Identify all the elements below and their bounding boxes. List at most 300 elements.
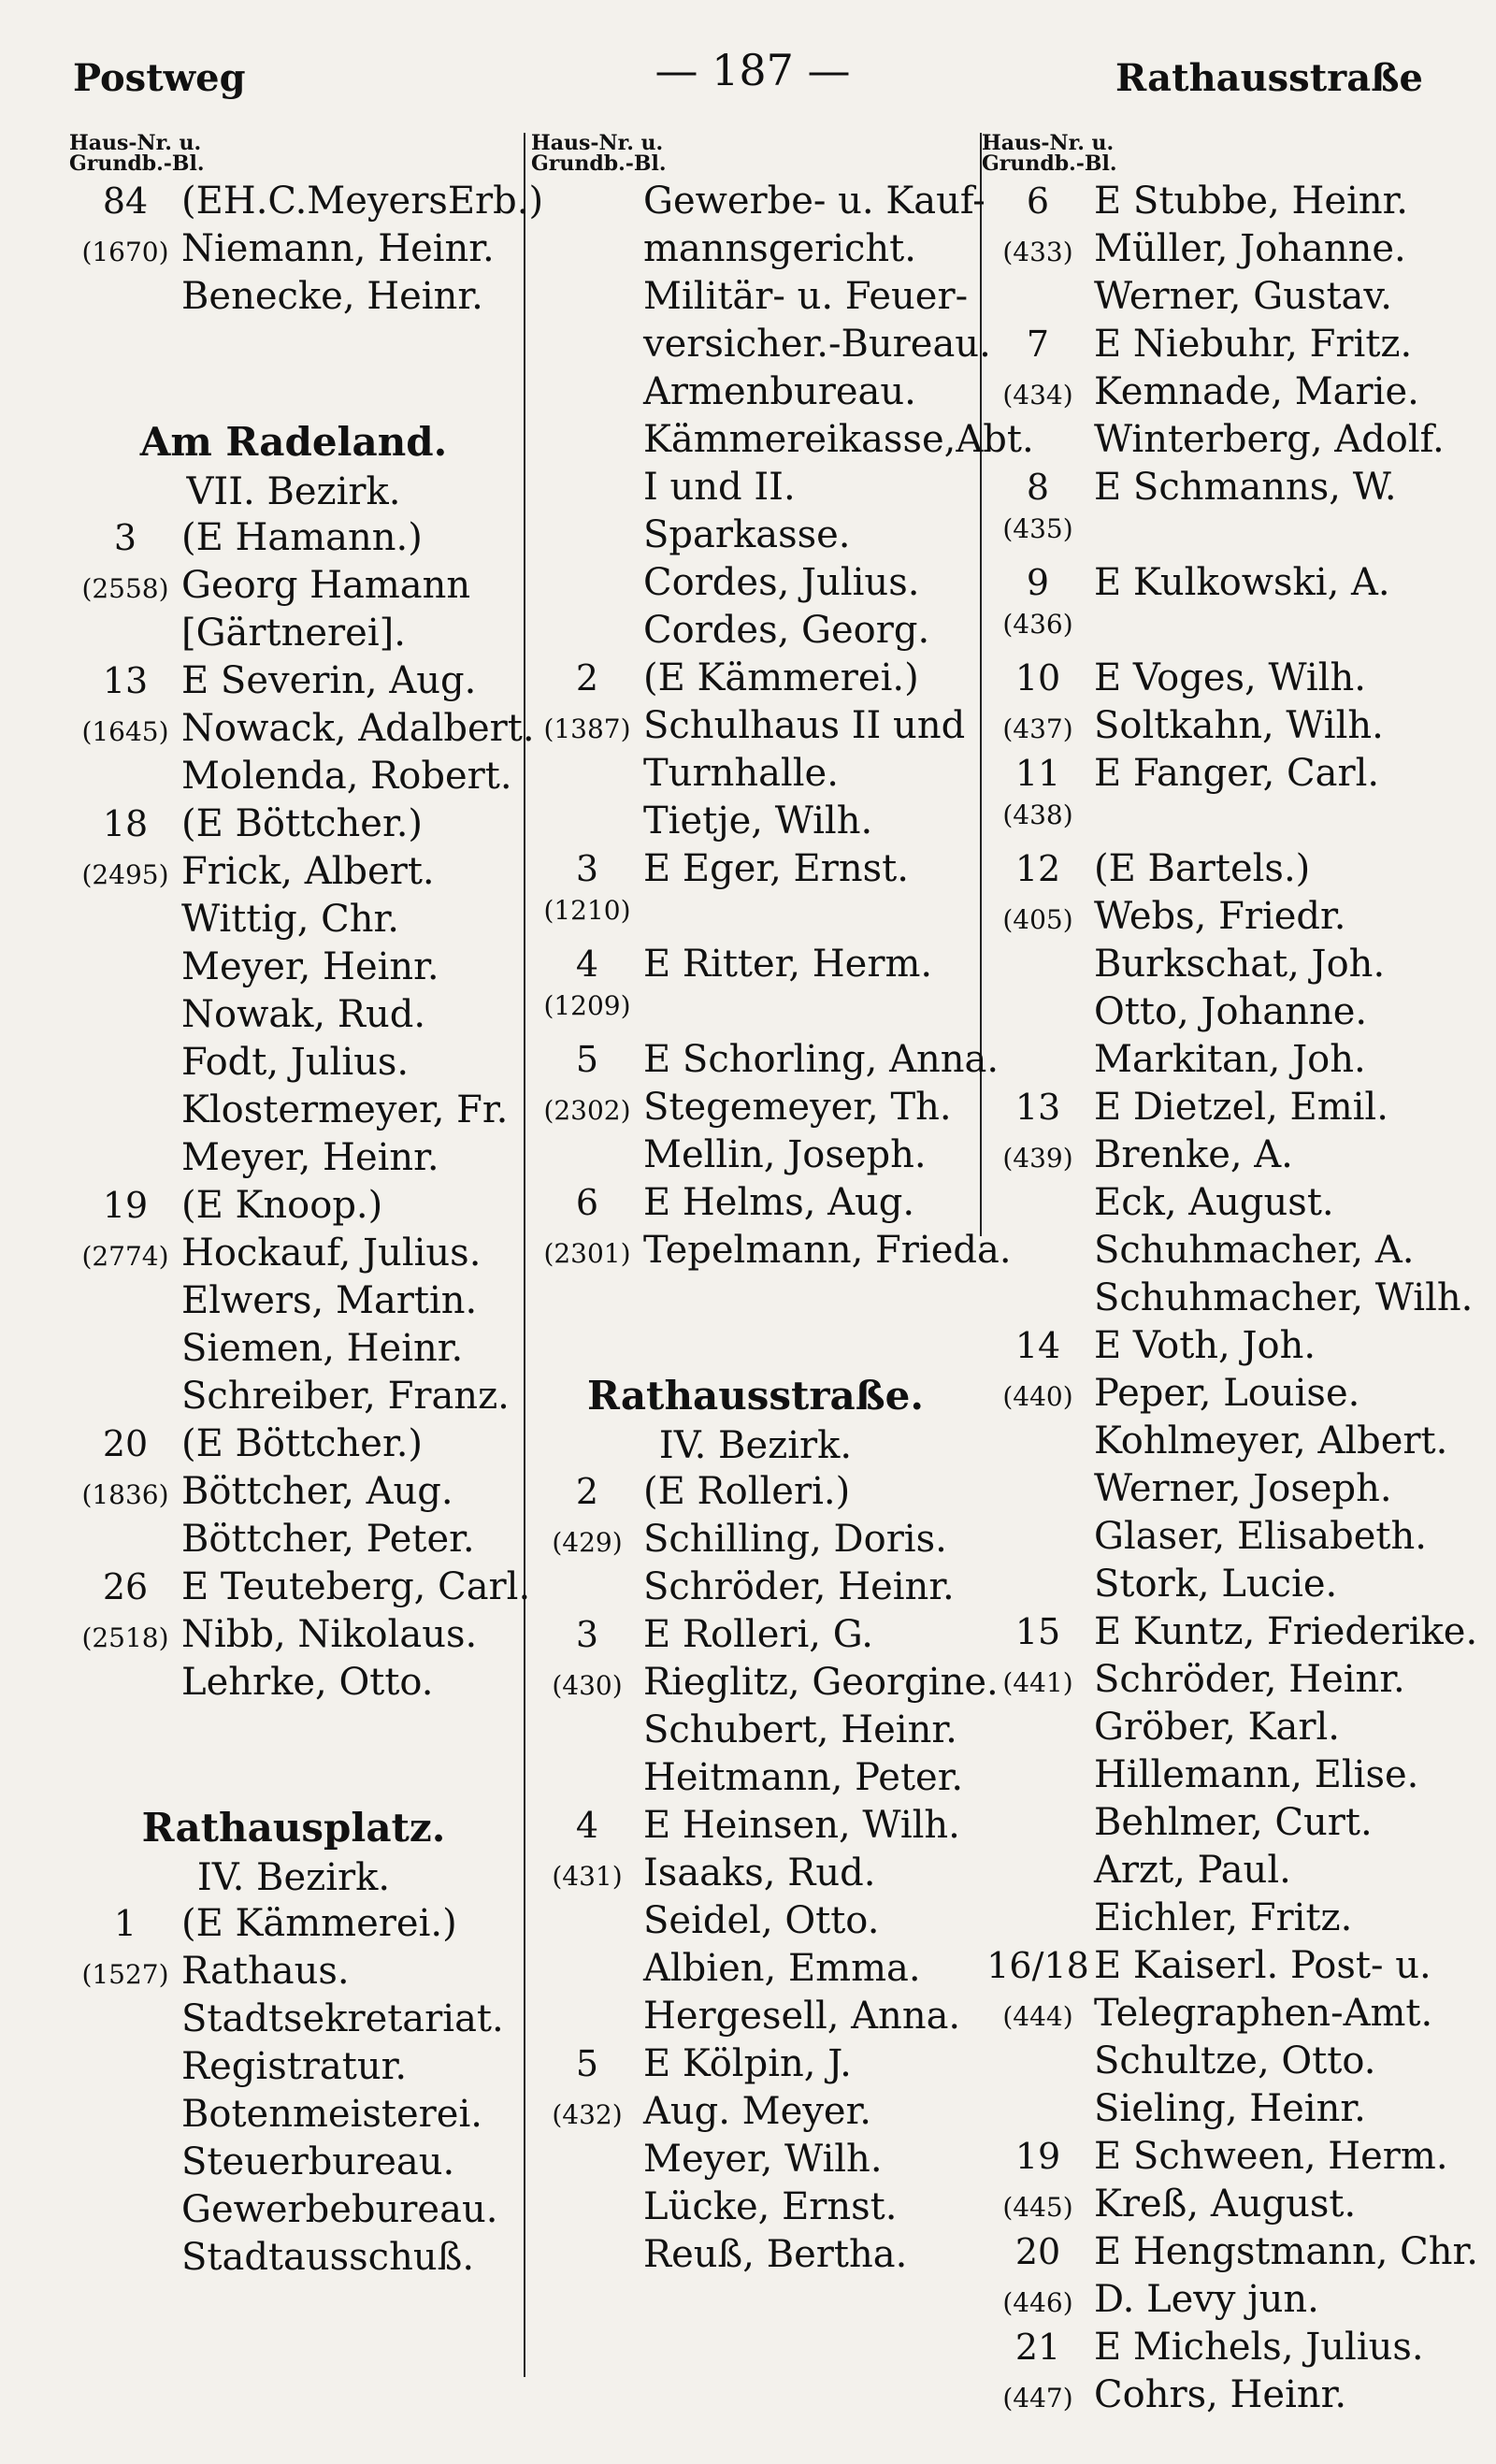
house-number: 26 — [102, 1566, 149, 1607]
house-number: 12 — [1014, 848, 1061, 889]
entry-line — [531, 1947, 980, 1995]
entry-text: versicher.-Bureau. — [643, 323, 991, 366]
house-number: 19 — [102, 1185, 149, 1226]
entry-line — [531, 2042, 980, 2090]
entry-text: Cohrs, Heinr. — [1094, 2373, 1347, 2416]
section-bezirk: VII. Bezirk. — [186, 470, 401, 513]
entry-text: Klostermeyer, Fr. — [181, 1088, 509, 1131]
entry-line — [531, 990, 980, 1038]
entry-text: I und II. — [643, 466, 796, 509]
entry-line — [69, 1232, 518, 1279]
entry-text: (E Hamann.) — [181, 516, 423, 559]
entry-line — [69, 2093, 518, 2140]
entry-text: Lehrke, Otto. — [181, 1661, 434, 1704]
house-number: (445) — [1002, 2192, 1073, 2223]
entry-text: Steuerbureau. — [181, 2140, 455, 2183]
entry-text: Aug. Meyer. — [643, 2090, 872, 2133]
entry-line — [982, 1992, 1468, 2039]
house-number: (1387) — [543, 713, 631, 744]
entry-line — [982, 418, 1468, 466]
house-number: 9 — [1026, 562, 1050, 603]
house-number: 6 — [1026, 180, 1050, 222]
entry-text: E Kulkowski, A. — [1094, 561, 1390, 604]
entry-line — [531, 943, 980, 990]
radeland-list — [69, 516, 535, 1708]
entry-text: Sparkasse. — [643, 513, 851, 556]
entry-line — [69, 755, 518, 802]
house-number: (1670) — [81, 237, 169, 267]
entry-text: Nowack, Adalbert. — [181, 707, 535, 750]
entry-text: (E Knoop.) — [181, 1184, 383, 1227]
entry-text: Werner, Gustav. — [1094, 275, 1392, 318]
entry-text: Schuhmacher, Wilh. — [1094, 1276, 1474, 1319]
entry-text: Hergesell, Anna. — [643, 1995, 961, 2038]
house-number: 6 — [575, 1182, 599, 1223]
entry-line — [531, 323, 991, 370]
entry-text: Schultze, Otto. — [1094, 2039, 1376, 2082]
house-number: 16/18 — [986, 1945, 1089, 1986]
running-head-left: Postweg — [73, 56, 246, 100]
house-number: (436) — [1002, 609, 1073, 640]
entry-line — [531, 1086, 980, 1133]
entry-line — [531, 1852, 980, 1899]
entry-text: Armenbureau. — [643, 370, 916, 413]
entry-line — [531, 2138, 980, 2185]
section-title: Am Radeland. — [139, 419, 448, 465]
house-number: (447) — [1002, 2383, 1073, 2414]
entry-line — [531, 418, 1034, 466]
entry-line — [982, 1563, 1468, 1610]
house-number: 14 — [1014, 1325, 1061, 1366]
entry-text: Schubert, Heinr. — [643, 1708, 957, 1751]
section-bezirk: IV. Bezirk. — [196, 1856, 391, 1899]
entry-text: Gewerbe- u. Kauf- — [643, 180, 985, 223]
entry-line — [531, 2090, 980, 2138]
entry-line — [531, 752, 980, 800]
entry-line — [531, 180, 985, 227]
entry-text: Frick, Albert. — [181, 850, 435, 893]
entry-line — [982, 2039, 1468, 2087]
entry-text: E Kuntz, Friederike. — [1094, 1610, 1478, 1653]
entry-text: Schuhmacher, A. — [1094, 1229, 1415, 1272]
entry-line — [69, 2188, 518, 2236]
entry-text: E Stubbe, Heinr. — [1094, 180, 1409, 223]
entry-text: Schröder, Heinr. — [1094, 1658, 1405, 1701]
entry-line — [982, 990, 1468, 1038]
column-head: Haus-Nr. u. Grundb.-Bl. — [531, 131, 667, 176]
section-title: Rathausplatz. — [141, 1805, 446, 1851]
house-number: (437) — [1002, 713, 1073, 744]
entry-text: E Schmanns, W. — [1094, 466, 1397, 509]
entry-line — [69, 1902, 518, 1950]
entry-text: Georg Hamann — [181, 564, 471, 607]
entry-line — [982, 2183, 1468, 2230]
entry-line — [69, 1041, 518, 1088]
entry-line — [982, 1086, 1468, 1133]
house-number: 4 — [575, 944, 599, 985]
entry-line — [69, 564, 518, 612]
entry-text: Gewerbebureau. — [181, 2188, 498, 2231]
entry-line — [69, 659, 518, 707]
house-number: (433) — [1002, 237, 1073, 267]
entry-line — [69, 2140, 518, 2188]
entry-text: Stadtsekretariat. — [181, 1997, 504, 2040]
entry-line — [982, 370, 1468, 418]
entry-line — [69, 1279, 518, 1327]
entry-line — [69, 850, 518, 898]
entry-text: Kreß, August. — [1094, 2183, 1357, 2226]
house-number: (441) — [1002, 1667, 1073, 1698]
entry-line — [69, 275, 518, 323]
house-number: 11 — [1014, 753, 1061, 794]
entry-text: Brenke, A. — [1094, 1133, 1293, 1176]
entry-text: Cordes, Julius. — [643, 561, 920, 604]
house-number: 20 — [1014, 2231, 1061, 2272]
entry-line — [531, 561, 980, 609]
entry-text: (E Bartels.) — [1094, 847, 1311, 890]
entry-line — [982, 2230, 1478, 2278]
entry-text: Hillemann, Elise. — [1094, 1753, 1419, 1796]
house-number: (405) — [1002, 904, 1073, 935]
entry-line — [69, 1327, 518, 1375]
entry-text: Behlmer, Curt. — [1094, 1801, 1373, 1844]
entry-text: Böttcher, Aug. — [181, 1470, 453, 1513]
entry-text: Kemnade, Marie. — [1094, 370, 1419, 413]
house-number: 5 — [575, 2043, 599, 2084]
entry-line — [982, 275, 1468, 323]
entry-text: Eck, August. — [1094, 1181, 1334, 1224]
entry-text: Glaser, Elisabeth. — [1094, 1515, 1427, 1558]
house-number: (2558) — [81, 573, 169, 604]
entry-line — [531, 1613, 980, 1661]
entry-text: Reuß, Bertha. — [643, 2233, 908, 2276]
entry-line — [69, 945, 518, 993]
entry-line — [531, 847, 980, 895]
entry-line — [982, 609, 1468, 656]
entry-line — [982, 1944, 1468, 1992]
entry-line — [982, 1753, 1468, 1801]
house-number: (2774) — [81, 1241, 169, 1272]
entry-line — [982, 180, 1468, 227]
entry-text: Cordes, Georg. — [643, 609, 930, 652]
entry-line — [531, 227, 980, 275]
entry-line — [531, 1038, 1000, 1086]
entry-text: (E Kämmerei.) — [181, 1902, 457, 1945]
house-number: 18 — [102, 803, 149, 844]
entry-text: Müller, Johanne. — [1094, 227, 1406, 270]
house-number: 3 — [575, 1614, 599, 1655]
entry-text: Tietje, Wilh. — [643, 800, 873, 843]
entry-line — [982, 1801, 1468, 1849]
entry-text: E Kaiserl. Post- u. — [1094, 1944, 1431, 1987]
entry-text: (E Rolleri.) — [643, 1470, 851, 1513]
house-number: 4 — [575, 1805, 599, 1846]
entry-text: Molenda, Robert. — [181, 755, 512, 798]
entry-line — [982, 1610, 1478, 1658]
column-rule — [524, 133, 525, 2377]
entry-line — [982, 1896, 1468, 1944]
entry-line — [531, 370, 980, 418]
entry-line — [69, 1470, 518, 1518]
entry-text: Nibb, Nikolaus. — [181, 1613, 478, 1656]
entry-line — [982, 1515, 1468, 1563]
entry-text: E Eger, Ernst. — [643, 847, 909, 890]
entry-text: Siemen, Heinr. — [181, 1327, 464, 1370]
house-number: (432) — [552, 2099, 623, 2130]
entry-line — [531, 1661, 999, 1708]
entry-line — [982, 1324, 1468, 1372]
entry-text: Markitan, Joh. — [1094, 1038, 1366, 1081]
entry-text: E Dietzel, Emil. — [1094, 1086, 1388, 1129]
entry-text: Hockauf, Julius. — [181, 1232, 482, 1275]
entry-line — [982, 1229, 1468, 1276]
entry-line — [69, 612, 518, 659]
entry-text: Fodt, Julius. — [181, 1041, 410, 1084]
entry-text: Werner, Joseph. — [1094, 1467, 1392, 1510]
column-3 — [982, 131, 1478, 2416]
entry-line — [531, 1229, 1012, 1276]
entry-text: Niemann, Heinr. — [181, 227, 495, 270]
house-number: 2 — [575, 657, 599, 699]
house-number: 2 — [575, 1471, 599, 1512]
entry-text: Meyer, Heinr. — [181, 1136, 439, 1179]
entry-line — [982, 1038, 1468, 1086]
house-number: (2302) — [543, 1095, 631, 1126]
entry-line — [531, 656, 980, 704]
house-number: (435) — [1002, 513, 1073, 544]
entry-text: Heitmann, Peter. — [643, 1756, 964, 1799]
entry-text: Telegraphen-Amt. — [1094, 1992, 1433, 2035]
entry-text: Turnhalle. — [643, 752, 839, 795]
entry-line — [982, 895, 1468, 943]
house-number: 3 — [113, 517, 137, 558]
house-number: 19 — [1014, 2136, 1061, 2177]
entry-text: Tepelmann, Frieda. — [643, 1229, 1012, 1272]
entry-line — [69, 898, 518, 945]
entry-text: Seidel, Otto. — [643, 1899, 880, 1942]
entry-line — [982, 1372, 1468, 1419]
entry-text: Mellin, Joseph. — [643, 1133, 927, 1176]
section-bezirk: IV. Bezirk. — [658, 1424, 853, 1467]
house-number: (440) — [1002, 1381, 1073, 1412]
entry-line — [531, 2233, 980, 2281]
section-title: Rathausstraße. — [586, 1373, 925, 1419]
entry-text: Arzt, Paul. — [1094, 1849, 1291, 1892]
rathausstrasse-cont-list — [982, 180, 1478, 2421]
entry-line — [982, 1658, 1468, 1706]
entry-text: E Schorling, Anna. — [643, 1038, 1000, 1081]
entry-line — [69, 1184, 518, 1232]
entry-line — [982, 704, 1468, 752]
entry-text: E Kölpin, J. — [643, 2042, 852, 2085]
entry-text: E Hengstmann, Chr. — [1094, 2230, 1478, 2273]
entry-line — [69, 180, 544, 227]
postweg-list — [69, 180, 544, 323]
entry-line — [531, 466, 980, 513]
column-head: Haus-Nr. u. Grundb.-Bl. — [69, 131, 205, 176]
entry-line — [982, 1849, 1468, 1896]
house-number: 13 — [102, 660, 149, 701]
entry-line — [69, 1422, 518, 1470]
entry-line — [531, 704, 980, 752]
entry-text: Elwers, Martin. — [181, 1279, 478, 1322]
entry-line — [69, 1518, 518, 1565]
house-number: 13 — [1014, 1087, 1061, 1128]
entry-line — [69, 707, 535, 755]
house-number: 21 — [1014, 2327, 1061, 2368]
entry-text: Kämmereikasse,Abt. — [643, 418, 1034, 461]
entry-text: Lücke, Ernst. — [643, 2185, 898, 2228]
house-number: (444) — [1002, 2001, 1073, 2032]
rathausstrasse-list — [531, 1470, 999, 2281]
entry-text: Wittig, Chr. — [181, 898, 399, 941]
entry-line — [69, 1565, 531, 1613]
entry-text: Schröder, Heinr. — [643, 1565, 955, 1608]
entry-line — [982, 2326, 1468, 2373]
entry-text: Rieglitz, Georgine. — [643, 1661, 999, 1704]
entry-line — [982, 561, 1468, 609]
entry-line — [69, 1613, 518, 1661]
house-number: (429) — [552, 1527, 623, 1558]
entry-line — [531, 1133, 980, 1181]
entry-text: Registratur. — [181, 2045, 408, 2088]
entry-text: Botenmeisterei. — [181, 2093, 482, 2136]
house-number: (1527) — [81, 1959, 169, 1990]
entry-line — [982, 2278, 1468, 2326]
house-number: (1836) — [81, 1479, 169, 1510]
entry-line — [531, 1708, 980, 1756]
entry-line — [69, 1136, 518, 1184]
entry-line — [531, 1899, 980, 1947]
entry-text: Stadtausschuß. — [181, 2236, 475, 2279]
entry-line — [69, 1375, 518, 1422]
entry-text: D. Levy jun. — [1094, 2278, 1319, 2321]
entry-text: (EH.C.MeyersErb.) — [181, 180, 544, 223]
entry-line — [69, 1950, 518, 1997]
entry-text: Rathaus. — [181, 1950, 350, 1993]
house-number: 8 — [1026, 467, 1050, 508]
entry-text: Schilling, Doris. — [643, 1518, 947, 1561]
entry-line — [982, 1419, 1468, 1467]
entry-line — [982, 2087, 1468, 2135]
house-number: 5 — [575, 1039, 599, 1080]
entry-text: Sieling, Heinr. — [1094, 2087, 1366, 2130]
entry-line — [982, 1133, 1468, 1181]
entry-text: Webs, Friedr. — [1094, 895, 1346, 938]
entry-line — [531, 1804, 980, 1852]
house-number: (1645) — [81, 716, 169, 747]
entry-line — [69, 516, 518, 564]
entry-line — [982, 752, 1468, 800]
entry-line — [982, 943, 1468, 990]
rathausplatz-cont-list — [531, 180, 1034, 1276]
running-head-right: Rathausstraße — [1115, 56, 1423, 100]
house-number: (438) — [1002, 800, 1073, 830]
house-number: (430) — [552, 1670, 623, 1701]
entry-line — [982, 513, 1468, 561]
entry-text: Winterberg, Adolf. — [1094, 418, 1445, 461]
page-header — [0, 45, 1496, 101]
entry-text: E Voth, Joh. — [1094, 1324, 1316, 1367]
entry-text: E Michels, Julius. — [1094, 2326, 1424, 2369]
entry-line — [69, 1661, 518, 1708]
house-number: 10 — [1014, 657, 1061, 699]
entry-text: mannsgericht. — [643, 227, 916, 270]
entry-line — [982, 323, 1468, 370]
house-number: 3 — [575, 848, 599, 889]
entry-line — [982, 800, 1468, 847]
entry-text: Benecke, Heinr. — [181, 275, 483, 318]
entry-text: (E Böttcher.) — [181, 802, 424, 845]
entry-line — [982, 1181, 1468, 1229]
house-number: (1209) — [543, 990, 631, 1021]
entry-line — [531, 1565, 980, 1613]
entry-text: E Voges, Wilh. — [1094, 656, 1366, 699]
entry-text: Meyer, Heinr. — [181, 945, 439, 988]
entry-line — [531, 1995, 980, 2042]
house-number: 15 — [1014, 1611, 1061, 1652]
entry-line — [69, 2236, 518, 2284]
entry-text: Isaaks, Rud. — [643, 1852, 876, 1895]
entry-line — [982, 1467, 1468, 1515]
entry-text: E Schween, Herm. — [1094, 2135, 1448, 2178]
entry-line — [531, 609, 980, 656]
entry-text: Eichler, Fritz. — [1094, 1896, 1353, 1939]
house-number: 1 — [113, 1903, 137, 1944]
house-number: (434) — [1002, 380, 1073, 411]
entry-line — [69, 227, 518, 275]
column-1 — [69, 131, 544, 2414]
entry-text: E Rolleri, G. — [643, 1613, 873, 1656]
column-head: Haus-Nr. u. Grundb.-Bl. — [982, 131, 1117, 176]
entry-line — [531, 513, 980, 561]
entry-line — [69, 2045, 518, 2093]
entry-line — [69, 993, 518, 1041]
entry-text: Nowak, Rud. — [181, 993, 426, 1036]
house-number: (431) — [552, 1861, 623, 1892]
entry-text: Burkschat, Joh. — [1094, 943, 1386, 986]
entry-text: Stegemeyer, Th. — [643, 1086, 952, 1129]
entry-text: E Helms, Aug. — [643, 1181, 915, 1224]
house-number: (2495) — [81, 859, 169, 890]
entry-text: E Fanger, Carl. — [1094, 752, 1380, 795]
entry-line — [531, 800, 980, 847]
entry-text: Kohlmeyer, Albert. — [1094, 1419, 1448, 1463]
house-number: 20 — [102, 1423, 149, 1464]
page-number: — 187 — — [654, 45, 851, 95]
entry-line — [982, 2373, 1468, 2421]
house-number: (1210) — [543, 895, 631, 926]
entry-line — [982, 1706, 1468, 1753]
house-number: (2301) — [543, 1238, 631, 1269]
house-number: 84 — [102, 180, 149, 222]
entry-line — [531, 895, 980, 943]
house-number: (2518) — [81, 1622, 169, 1653]
entry-text: Gröber, Karl. — [1094, 1706, 1340, 1749]
house-number: (446) — [1002, 2287, 1073, 2318]
house-number: (439) — [1002, 1143, 1073, 1174]
entry-text: (E Kämmerei.) — [643, 656, 919, 699]
entry-text: E Teuteberg, Carl. — [181, 1565, 531, 1608]
entry-text: Schulhaus II und — [643, 704, 966, 747]
entry-line — [69, 1997, 518, 2045]
entry-line — [531, 1756, 980, 1804]
entry-line — [69, 1088, 518, 1136]
entry-line — [531, 1518, 980, 1565]
entry-line — [982, 466, 1468, 513]
entry-line — [982, 1276, 1474, 1324]
entry-text: Soltkahn, Wilh. — [1094, 704, 1384, 747]
